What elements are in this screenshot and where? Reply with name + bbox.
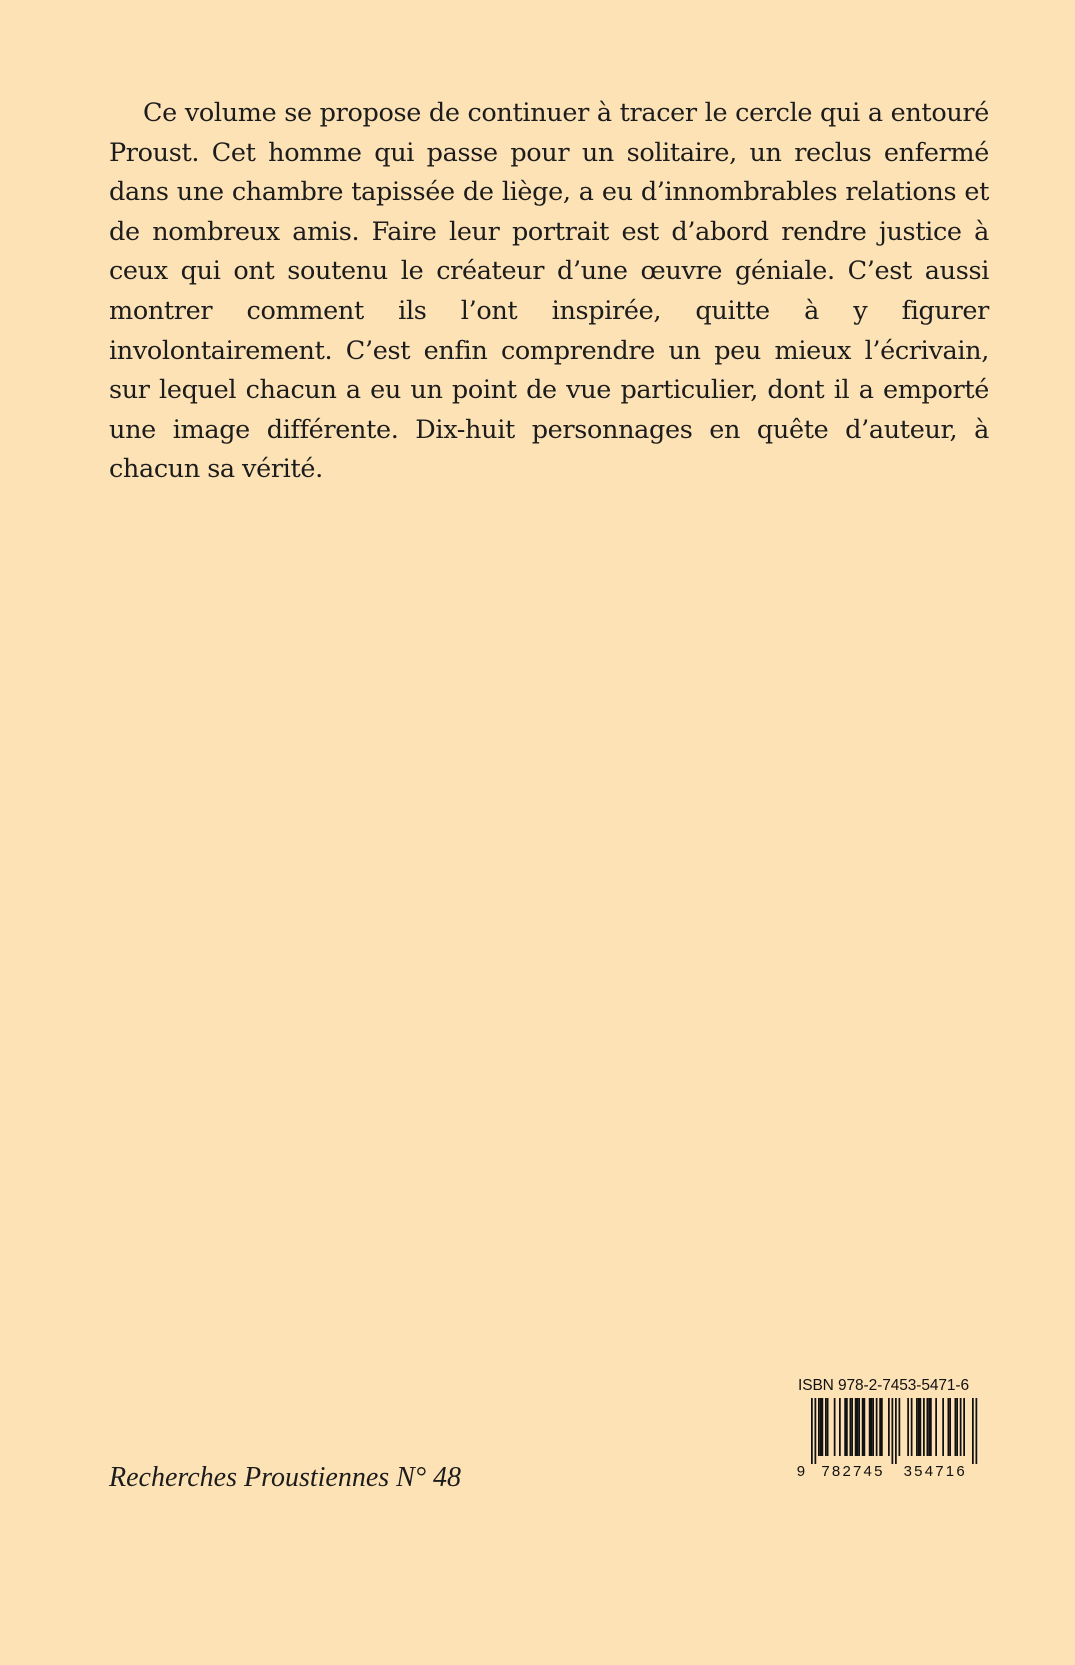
barcode-bar (955, 1398, 957, 1456)
barcode-bar (818, 1398, 820, 1456)
barcode-bar (911, 1398, 913, 1456)
barcode-guard-bar (895, 1398, 897, 1464)
barcode-bar (871, 1398, 873, 1456)
barcode-bar (834, 1398, 836, 1456)
barcode-bar (960, 1398, 962, 1456)
barcode-bar (935, 1398, 937, 1456)
barcode-guard-bar (972, 1398, 974, 1464)
ean13-barcode (796, 1398, 986, 1478)
barcode-bar (827, 1398, 829, 1456)
barcode-guard-bar (815, 1398, 817, 1464)
barcode-bar (862, 1398, 864, 1456)
barcode-bar (879, 1398, 881, 1456)
barcode-bar (927, 1398, 929, 1456)
barcode-bar (820, 1398, 822, 1456)
barcode-bar (844, 1398, 846, 1456)
barcode-bar (825, 1398, 827, 1456)
barcode-bar (876, 1398, 878, 1456)
barcode-bar (869, 1398, 871, 1456)
barcode-bar (920, 1398, 922, 1456)
barcode-bar (899, 1398, 901, 1456)
barcode-bar (850, 1398, 852, 1456)
barcode-bar (846, 1398, 848, 1456)
barcode-right-digits: 354716 (903, 1463, 967, 1478)
barcode-bar (851, 1398, 853, 1456)
barcode-bar (858, 1398, 860, 1456)
barcode-lead-digit: 9 (796, 1463, 808, 1478)
barcode-bar (928, 1398, 930, 1456)
barcode-bar (855, 1398, 857, 1456)
barcode-bar (949, 1398, 951, 1456)
barcode-bar (822, 1398, 824, 1456)
barcode-bar (930, 1398, 932, 1456)
barcode-guard-bar (892, 1398, 894, 1464)
barcode-guard-bar (811, 1398, 813, 1464)
barcode-bar (956, 1398, 958, 1456)
barcode-bar (942, 1398, 944, 1456)
barcode-bar (839, 1398, 841, 1456)
barcode-bar (857, 1398, 859, 1456)
isbn-label: ISBN 978-2-7453-5471-6 (798, 1377, 969, 1394)
barcode-bar (948, 1398, 950, 1456)
barcode-bar (923, 1398, 925, 1456)
barcode-guard-bar (976, 1398, 978, 1464)
barcode-bar (872, 1398, 874, 1456)
barcode-bar (916, 1398, 918, 1456)
barcode-bar (888, 1398, 890, 1456)
blurb-paragraph: Ce volume se propose de continuer à tracer le cercle qui a entouré Proust. Cet homme qui passe pour un solitaire, un reclus enfermé dans une chambre tapissée de liège, a eu d’innombrables relations et de nombreux amis. Faire leur portrait est d’abord rendre justice à ceux qui ont soutenu le créateur d’une œuvre géniale. C’est aussi montrer comment ils l’ont inspirée, quitte à y figurer involontairement. C’est enfin comprendre un peu mieux l’écrivain, sur lequel chacun a eu un point de vue particulier, dont il a emporté une image différente. Dix-huit personnages en quête d’auteur, à chacun sa vérité. (109, 98, 989, 485)
isbn-barcode-block (796, 1377, 986, 1497)
barcode-left-digits: 782745 (821, 1463, 885, 1478)
barcode-bar (864, 1398, 866, 1456)
barcode-bar (963, 1398, 965, 1456)
barcode-bar (881, 1398, 883, 1456)
barcode-bar (918, 1398, 920, 1456)
barcode-bar (907, 1398, 909, 1456)
series-title: Recherches Proustiennes N° 48 (109, 1462, 462, 1493)
